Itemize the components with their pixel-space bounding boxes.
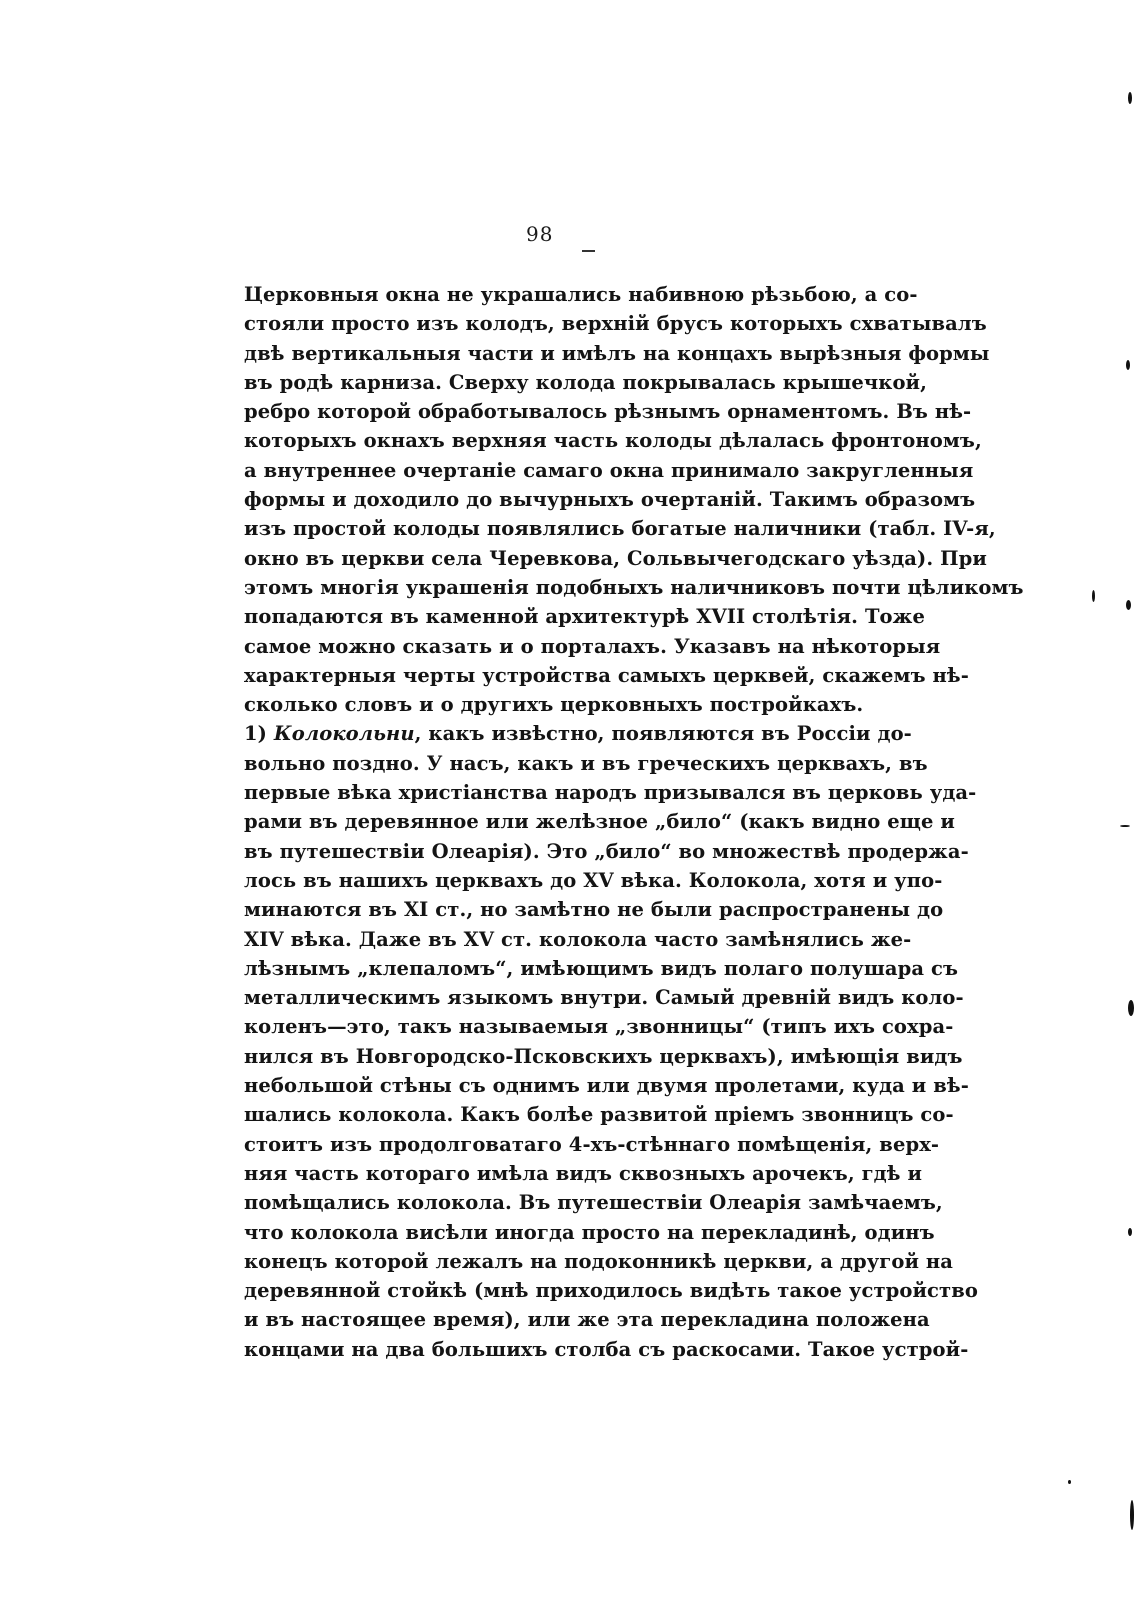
text-run: , какъ извѣстно, появляются въ Россіи до-	[414, 722, 912, 746]
text-line: стоитъ изъ продолговатаго 4-хъ-стѣннаго помѣщенія, верх-	[244, 1132, 940, 1156]
text-line: ребро которой обработывалось рѣзнымъ орнаментомъ. Въ нѣ-	[244, 400, 972, 424]
paragraph-windows	[244, 280, 1024, 719]
text-line: няя часть котораго имѣла видъ сквозныхъ арочекъ, гдѣ и	[244, 1161, 923, 1185]
scan-speck	[1126, 360, 1130, 370]
text-line: деревянной стойкѣ (мнѣ приходилось видѣть такое устройство	[244, 1279, 978, 1303]
text-line: характерныя черты устройства самыхъ церквей, скажемъ нѣ-	[244, 663, 969, 687]
paragraph-belfries	[244, 719, 978, 1364]
text-line: первые вѣка христіанства народъ призывался въ церковь уда-	[244, 781, 977, 805]
text-line: лѣзнымъ „клепаломъ“, имѣющимъ видъ полаго полушара съ	[244, 956, 959, 980]
body-text	[244, 280, 1024, 1364]
text-line: что колокола висѣли иногда просто на перекладинѣ, одинъ	[244, 1220, 935, 1244]
text-line: лось въ нашихъ церквахъ до XV вѣка. Колокола, хотя и упо-	[244, 868, 943, 892]
text-line: окно въ церкви села Черевкова, Сольвычегодскаго уѣзда). При	[244, 546, 987, 570]
text-line: шались колокола. Какъ болѣе развитой пріемъ звонницъ со-	[244, 1103, 954, 1127]
text-line: которыхъ окнахъ верхняя часть колоды дѣлалась фронтономъ,	[244, 429, 982, 453]
text-line: этомъ многія украшенія подобныхъ наличниковъ почти цѣликомъ	[244, 575, 1024, 599]
text-line-first	[244, 719, 912, 748]
text-line: XIV вѣка. Даже въ XV ст. колокола часто замѣнялись же-	[244, 927, 912, 951]
text-line: изъ простой колоды появлялись богатые наличники (табл. IV-я,	[244, 517, 996, 541]
text-line: самое можно сказать и о порталахъ. Указавъ на нѣкоторыя	[244, 634, 941, 658]
text-line: помѣщались колокола. Въ путешествіи Олеарія замѣчаемъ,	[244, 1191, 943, 1215]
text-line: металлическимъ языкомъ внутри. Самый древній видъ коло-	[244, 986, 964, 1010]
text-line: въ путешествіи Олеарія). Это „било“ во множествѣ продержа-	[244, 839, 969, 863]
text-line: и въ настоящее время), или же эта перекладина положена	[244, 1308, 930, 1332]
scan-speck	[1128, 92, 1132, 104]
scan-speck	[1130, 1500, 1134, 1530]
text-line: конецъ которой лежалъ на подоконникѣ церкви, а другой на	[244, 1249, 953, 1273]
scan-speck	[1126, 600, 1131, 610]
page-number-dash	[582, 250, 595, 252]
scan-speck	[1128, 1000, 1134, 1016]
text-line: сколько словъ и о другихъ церковныхъ постройкахъ.	[244, 693, 864, 717]
page-number: 98	[526, 222, 554, 246]
scan-speck	[1068, 1480, 1071, 1484]
list-number: 1)	[244, 722, 267, 746]
text-line: коленъ—это, такъ называемыя „звонницы“ (типъ ихъ сохра-	[244, 1015, 954, 1039]
italic-term: Колокольни	[273, 722, 415, 746]
text-line: минаются въ XI ст., но замѣтно не были распространены до	[244, 898, 944, 922]
scan-speck	[1092, 590, 1095, 602]
text-line: а внутреннее очертаніе самаго окна принимало закругленныя	[244, 458, 974, 482]
text-line: концами на два большихъ столба съ раскосами. Такое устрой-	[244, 1337, 969, 1361]
text-line: Церковныя окна не украшались набивною рѣзьбою, а со-	[244, 283, 918, 306]
text-line: попадаются въ каменной архитектурѣ XVII столѣтія. Тоже	[244, 605, 925, 629]
text-line: нился въ Новгородско-Псковскихъ церквахъ), имѣющія видъ	[244, 1044, 963, 1068]
text-line: формы и доходило до вычурныхъ очертаній. Такимъ образомъ	[244, 488, 976, 512]
scan-speck	[1120, 825, 1130, 827]
text-line: вольно поздно. У насъ, какъ и въ греческихъ церквахъ, въ	[244, 751, 928, 775]
text-line: въ родѣ карниза. Сверху колода покрывалась крышечкой,	[244, 370, 928, 394]
scan-speck	[1128, 1228, 1132, 1236]
text-line: двѣ вертикальныя части и имѣлъ на концахъ вырѣзныя формы	[244, 341, 990, 365]
text-line: рами въ деревянное или желѣзное „било“ (какъ видно еще и	[244, 810, 955, 834]
text-line: небольшой стѣны съ однимъ или двумя пролетами, куда и вѣ-	[244, 1074, 969, 1098]
text-line: стояли просто изъ колодъ, верхній брусъ которыхъ схватывалъ	[244, 312, 987, 336]
